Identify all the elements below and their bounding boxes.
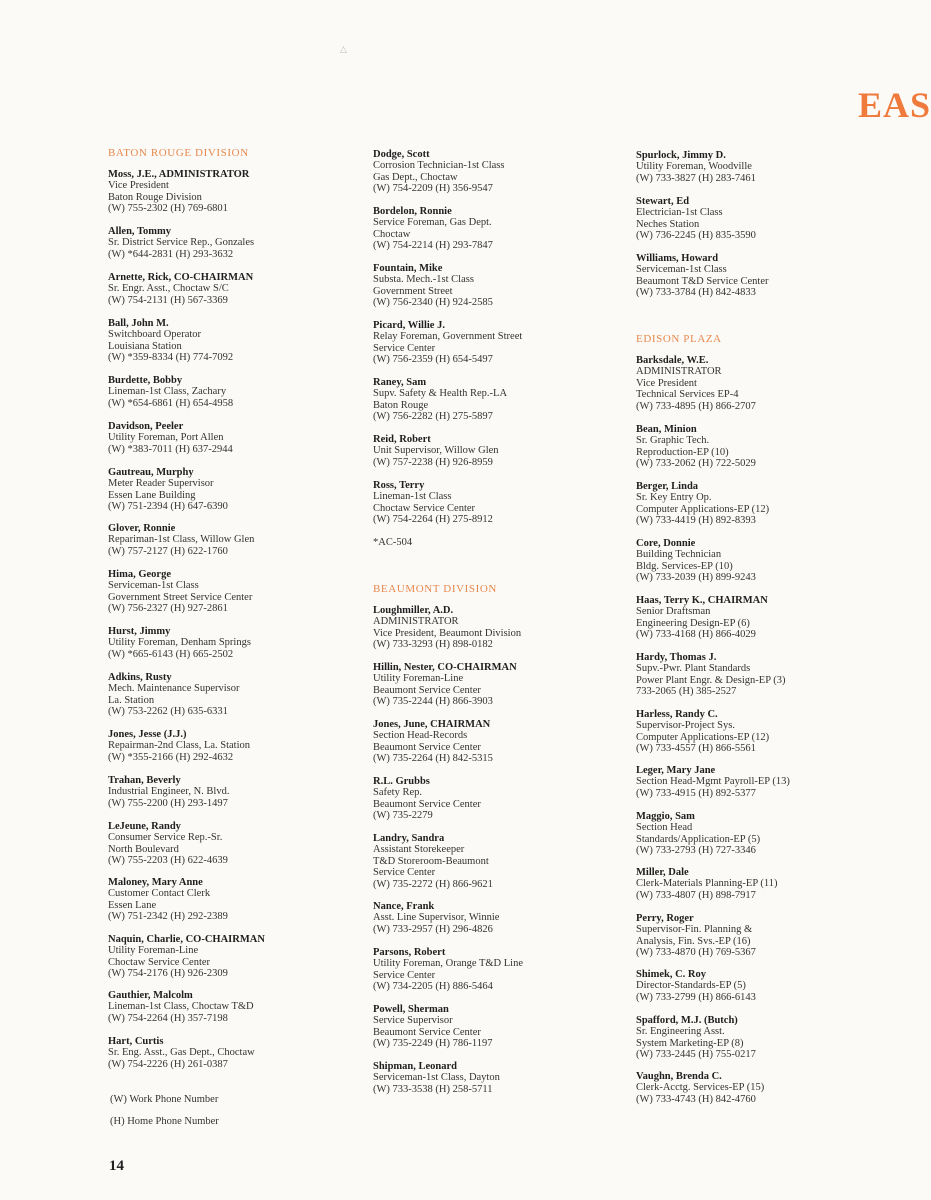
entry-detail-line: (W) 735-2244 (H) 866-3903 (373, 696, 493, 708)
entry-detail-line: Gas Dept., Choctaw (373, 171, 458, 183)
entry-detail-line: Sr. Engineering Asst. (636, 1026, 725, 1038)
entry-detail-line: Service Supervisor (373, 1015, 453, 1027)
entry-name: Parsons, Robert (373, 947, 446, 958)
directory-entry (636, 355, 896, 412)
directory-entry (108, 877, 368, 923)
entry-name: Bordelon, Ronnie (373, 206, 452, 217)
entry-name: Williams, Howard (636, 253, 719, 264)
entry-detail-line: Section Head-Records (373, 730, 468, 742)
entry-detail-line: (W) 754-2131 (H) 567-3369 (108, 294, 228, 306)
entry-detail-line: Sr. District Service Rep., Gonzales (108, 237, 255, 249)
entry-detail-line: (W) 756-2327 (H) 927-2861 (108, 603, 228, 615)
entry-name: Raney, Sam (373, 377, 427, 388)
entry-name: Hart, Curtis (108, 1036, 164, 1047)
entry-detail-line: System Marketing-EP (8) (636, 1037, 744, 1049)
entry-detail-line: Choctaw (373, 228, 411, 240)
directory-entry (636, 1015, 896, 1061)
directory-entry (373, 320, 633, 366)
entry-detail-line: Government Street (373, 285, 453, 297)
directory-entry (108, 1036, 368, 1070)
directory-entry (108, 775, 368, 809)
entry-name: Ball, John M. (108, 318, 169, 329)
directory-entry (373, 149, 633, 195)
entry-detail-line: Lineman-1st Class (373, 491, 452, 503)
entry-detail-line: Building Technician (636, 549, 722, 561)
entry-name: Vaughn, Brenda C. (636, 1071, 722, 1082)
entry-detail-line: Power Plant Engr. & Design-EP (3) (636, 674, 786, 686)
directory-entry (108, 375, 368, 409)
entry-detail-line: (W) 735-2249 (H) 786-1197 (373, 1038, 493, 1050)
entry-name: Moss, J.E., ADMINISTRATOR (108, 169, 250, 180)
directory-entry (373, 833, 633, 890)
entry-name: Haas, Terry K., CHAIRMAN (636, 595, 768, 606)
directory-entry (373, 480, 633, 526)
entry-detail-line: Neches Station (636, 218, 700, 230)
entry-detail-line: La. Station (108, 694, 155, 706)
entry-detail-line: Engineering Design-EP (6) (636, 617, 750, 629)
entry-name: Harless, Randy C. (636, 709, 718, 720)
entry-detail-line: (W) 733-4895 (H) 866-2707 (636, 400, 756, 412)
entry-detail-line: (W) *359-8334 (H) 774-7092 (108, 352, 234, 364)
entry-detail-line: Consumer Service Rep.-Sr. (108, 832, 223, 844)
directory-entry (108, 421, 368, 455)
entry-name: Naquin, Charlie, CO-CHAIRMAN (108, 934, 265, 945)
entry-detail-line: (W) 754-2176 (H) 926-2309 (108, 968, 228, 980)
entry-detail-line: (W) *654-6861 (H) 654-4958 (108, 397, 234, 409)
entry-detail-line: (W) 733-3293 (H) 898-0182 (373, 639, 493, 651)
directory-entry (373, 901, 633, 935)
entry-detail-line: (W) *665-6143 (H) 665-2502 (108, 648, 234, 660)
entry-detail-line: Beaumont Service Center (373, 1026, 481, 1038)
entry-detail-line: Bldg. Services-EP (10) (636, 560, 733, 572)
entry-detail-line: (W) 733-3827 (H) 283-7461 (636, 172, 756, 184)
entry-detail-line: ADMINISTRATOR (636, 366, 722, 378)
entry-detail-line: Supervisor-Project Sys. (636, 720, 735, 732)
entry-detail-line: (W) 733-4419 (H) 892-8393 (636, 515, 756, 527)
entry-detail-line: Repairman-2nd Class, La. Station (108, 740, 251, 752)
entry-detail-line: (W) 735-2272 (H) 866-9621 (373, 878, 493, 890)
directory-entry (636, 1071, 896, 1105)
entry-name: Burdette, Bobby (108, 375, 183, 386)
entry-detail-line: (W) *355-2166 (H) 292-4632 (108, 751, 234, 763)
entry-detail-line: Meter Reader Supervisor (108, 478, 214, 490)
entry-name: Trahan, Beverly (108, 775, 181, 786)
entry-name: Leger, Mary Jane (636, 765, 716, 776)
entry-detail-line: Electrician-1st Class (636, 207, 723, 219)
entry-detail-line: Switchboard Operator (108, 329, 202, 341)
entry-detail-line: Utility Foreman-Line (373, 673, 464, 685)
entry-detail-line: North Boulevard (108, 843, 179, 855)
entry-name: Gauthier, Malcolm (108, 990, 193, 1001)
entry-detail-line: Baton Rouge Division (108, 191, 202, 203)
directory-entry (108, 272, 368, 306)
section-title-baton-rouge: BATON ROUGE DIVISION (108, 147, 249, 159)
directory-entry (108, 318, 368, 364)
entry-name: Gautreau, Murphy (108, 467, 194, 478)
entry-name: Spafford, M.J. (Butch) (636, 1015, 738, 1026)
entry-detail-line: Beaumont Service Center (373, 684, 481, 696)
directory-entry (373, 605, 633, 651)
section-title-beaumont: BEAUMONT DIVISION (373, 583, 497, 595)
entry-name: Core, Donnie (636, 538, 696, 549)
entry-detail-line: Choctaw Service Center (108, 956, 211, 968)
directory-entry (373, 206, 633, 252)
entry-name: Spurlock, Jimmy D. (636, 150, 726, 161)
entry-name: Jones, Jesse (J.J.) (108, 729, 187, 740)
entry-detail-line: (W) 751-2342 (H) 292-2389 (108, 911, 228, 923)
entry-detail-line: (W) *383-7011 (H) 637-2944 (108, 443, 233, 455)
directory-entry (636, 969, 896, 1003)
entry-name: Glover, Ronnie (108, 523, 176, 534)
entry-detail-line: Service Foreman, Gas Dept. (373, 217, 492, 229)
entry-detail-line: Beaumont T&D Service Center (636, 275, 769, 287)
entry-detail-line: Analysis, Fin. Svs.-EP (16) (636, 935, 751, 947)
entry-detail-line: Sr. Engr. Asst., Choctaw S/C (108, 283, 229, 295)
entry-detail-line: Vice President (636, 377, 697, 389)
entry-detail-line: Serviceman-1st Class (108, 580, 199, 592)
entry-name: Perry, Roger (636, 913, 694, 924)
entry-detail-line: Director-Standards-EP (5) (636, 980, 746, 992)
entry-detail-line: 733-2065 (H) 385-2527 (636, 686, 737, 698)
entry-detail-line: Sr. Key Entry Op. (636, 492, 712, 504)
entry-detail-line: (W) 756-2282 (H) 275-5897 (373, 411, 493, 423)
entry-detail-line: (W) 735-2279 (373, 810, 433, 822)
entry-detail-line: (W) 755-2302 (H) 769-6801 (108, 203, 228, 215)
directory-entry (108, 569, 368, 615)
page-header-partial: EAS (858, 85, 931, 125)
entry-name: Davidson, Peeler (108, 421, 184, 432)
entry-detail-line: ADMINISTRATOR (373, 616, 459, 628)
entry-detail-line: Assistant Storekeeper (373, 844, 465, 856)
entry-name: Loughmiller, A.D. (373, 605, 454, 616)
entry-name: Hillin, Nester, CO-CHAIRMAN (373, 662, 517, 673)
print-speck: △ (340, 44, 347, 54)
directory-entry (108, 226, 368, 260)
entry-detail-line: Repariman-1st Class, Willow Glen (108, 534, 255, 546)
entry-detail-line: Service Center (373, 969, 436, 981)
entry-detail-line: Asst. Line Supervisor, Winnie (373, 912, 500, 924)
entry-detail-line: Vice President (108, 180, 169, 192)
entry-name: Landry, Sandra (373, 833, 445, 844)
directory-entry (373, 719, 633, 765)
entry-detail-line: Clerk-Acctg. Services-EP (15) (636, 1082, 765, 1094)
entry-detail-line: Serviceman-1st Class, Dayton (373, 1072, 500, 1084)
entry-detail-line: Unit Supervisor, Willow Glen (373, 445, 499, 457)
directory-entry (373, 377, 633, 423)
entry-name: Stewart, Ed (636, 196, 690, 207)
directory-entry (108, 990, 368, 1024)
entry-detail-line: Supv.-Pwr. Plant Standards (636, 663, 751, 675)
entry-detail-line: Standards/Application-EP (5) (636, 833, 761, 845)
entry-detail-line: Supv. Safety & Health Rep.-LA (373, 388, 508, 400)
entry-detail-line: (W) 734-2205 (H) 886-5464 (373, 981, 493, 993)
legend-work-phone: (W) Work Phone Number (110, 1094, 219, 1105)
entry-detail-line: (W) 756-2340 (H) 924-2585 (373, 297, 493, 309)
entry-detail-line: (W) 733-3538 (H) 258-5711 (373, 1083, 493, 1095)
entry-detail-line: (W) 754-2264 (H) 357-7198 (108, 1012, 228, 1024)
directory-entry (373, 1004, 633, 1050)
entry-name: Picard, Willie J. (373, 320, 445, 331)
entry-detail-line: Customer Contact Clerk (108, 888, 211, 900)
directory-entry (636, 253, 896, 299)
entry-detail-line: (W) 754-2209 (H) 356-9547 (373, 183, 493, 195)
entry-name: Maggio, Sam (636, 811, 695, 822)
directory-entry (636, 595, 896, 641)
directory-entry (108, 729, 368, 763)
entry-detail-line: Serviceman-1st Class (636, 264, 727, 276)
entry-detail-line: Clerk-Materials Planning-EP (11) (636, 878, 778, 890)
area-code-note: *AC-504 (373, 537, 413, 548)
directory-entry (636, 811, 896, 857)
entry-detail-line: Sr. Graphic Tech. (636, 435, 710, 447)
entry-detail-line: Louisiana Station (108, 340, 182, 352)
entry-name: Miller, Dale (636, 867, 689, 878)
directory-entry (373, 776, 633, 822)
entry-name: Maloney, Mary Anne (108, 877, 203, 888)
legend-home-phone: (H) Home Phone Number (110, 1116, 219, 1127)
directory-entry (636, 424, 896, 470)
directory-entry (636, 765, 896, 799)
entry-detail-line: Supervisor-Fin. Planning & (636, 924, 753, 936)
directory-entry (373, 662, 633, 708)
section-title-edison-plaza: EDISON PLAZA (636, 333, 722, 345)
entry-detail-line: (W) 753-2262 (H) 635-6331 (108, 706, 228, 718)
entry-name: Shimek, C. Roy (636, 969, 707, 980)
entry-name: R.L. Grubbs (373, 776, 430, 787)
entry-detail-line: Utility Foreman, Port Allen (108, 432, 224, 444)
directory-entry (636, 709, 896, 755)
entry-detail-line: Beaumont Service Center (373, 741, 481, 753)
entry-detail-line: Safety Rep. (373, 787, 422, 799)
entry-detail-line: Section Head (636, 822, 693, 834)
entry-detail-line: Beaumont Service Center (373, 798, 481, 810)
directory-entry (373, 1061, 633, 1095)
directory-entry (636, 481, 896, 527)
entry-detail-line: Relay Foreman, Government Street (373, 331, 523, 343)
entry-detail-line: (W) 733-4915 (H) 892-5377 (636, 787, 756, 799)
directory-entry (373, 434, 633, 468)
entry-detail-line: (W) 733-2445 (H) 755-0217 (636, 1049, 756, 1061)
entry-detail-line: Lineman-1st Class, Zachary (108, 386, 227, 398)
entry-detail-line: Utility Foreman, Orange T&D Line (373, 958, 523, 970)
entry-detail-line: (W) 733-4807 (H) 898-7917 (636, 889, 756, 901)
directory-entry (108, 672, 368, 718)
entry-detail-line: Industrial Engineer, N. Blvd. (108, 786, 230, 798)
directory-entry (108, 934, 368, 980)
entry-detail-line: (W) 733-2062 (H) 722-5029 (636, 458, 756, 470)
entry-detail-line: (W) 733-2039 (H) 899-9243 (636, 572, 756, 584)
entry-detail-line: Corrosion Technician-1st Class (373, 160, 505, 172)
directory-entry (108, 467, 368, 513)
entry-detail-line: T&D Storeroom-Beaumont (373, 855, 489, 867)
directory-entry (108, 523, 368, 557)
entry-name: Reid, Robert (373, 434, 431, 445)
directory-entry (636, 867, 896, 901)
entry-name: Hurst, Jimmy (108, 626, 171, 637)
directory-entry (636, 538, 896, 584)
entry-name: Fountain, Mike (373, 263, 443, 274)
entry-detail-line: Utility Foreman, Woodville (636, 161, 752, 173)
entry-detail-line: Computer Applications-EP (12) (636, 731, 770, 743)
entry-name: Jones, June, CHAIRMAN (373, 719, 491, 730)
entry-detail-line: Mech. Maintenance Supervisor (108, 683, 240, 695)
entry-detail-line: Utility Foreman, Denham Springs (108, 637, 251, 649)
entry-detail-line: (W) 751-2394 (H) 647-6390 (108, 501, 228, 513)
entry-detail-line: Computer Applications-EP (12) (636, 503, 770, 515)
entry-detail-line: Utility Foreman-Line (108, 945, 199, 957)
entry-detail-line: (W) 733-4168 (H) 866-4029 (636, 629, 756, 641)
entry-detail-line: (W) 756-2359 (H) 654-5497 (373, 354, 493, 366)
directory-entry (636, 913, 896, 959)
entry-detail-line: (W) 733-4743 (H) 842-4760 (636, 1093, 756, 1105)
entry-detail-line: Government Street Service Center (108, 591, 253, 603)
entry-name: Powell, Sherman (373, 1004, 449, 1015)
entry-detail-line: (W) 733-2793 (H) 727-3346 (636, 845, 756, 857)
entry-detail-line: (W) 733-3784 (H) 842-4833 (636, 287, 756, 299)
entry-detail-line: (W) 754-2226 (H) 261-0387 (108, 1058, 228, 1070)
entry-detail-line: Service Center (373, 342, 436, 354)
entry-name: LeJeune, Randy (108, 821, 181, 832)
directory-entry (108, 169, 368, 215)
entry-detail-line: (W) 755-2203 (H) 622-4639 (108, 855, 228, 867)
entry-detail-line: (W) 735-2264 (H) 842-5315 (373, 753, 493, 765)
entry-detail-line: Baton Rouge (373, 399, 429, 411)
directory-entry (108, 626, 368, 660)
directory-entry (636, 196, 896, 242)
entry-detail-line: Vice President, Beaumont Division (373, 627, 522, 639)
entry-detail-line: (W) 757-2238 (H) 926-8959 (373, 456, 493, 468)
entry-detail-line: (W) 733-2799 (H) 866-6143 (636, 991, 756, 1003)
entry-detail-line: (W) 733-2957 (H) 296-4826 (373, 923, 493, 935)
entry-detail-line: Reproduction-EP (10) (636, 446, 729, 458)
entry-detail-line: Essen Lane Building (108, 489, 196, 501)
entry-detail-line: (W) 733-4870 (H) 769-5367 (636, 947, 756, 959)
entry-name: Bean, Minion (636, 424, 697, 435)
entry-name: Adkins, Rusty (108, 672, 172, 683)
entry-name: Berger, Linda (636, 481, 699, 492)
directory-entry (373, 263, 633, 309)
entry-name: Shipman, Leonard (373, 1061, 458, 1072)
entry-name: Hardy, Thomas J. (636, 652, 717, 663)
entry-name: Hima, George (108, 569, 171, 580)
entry-detail-line: Sr. Eng. Asst., Gas Dept., Choctaw (108, 1047, 255, 1059)
entry-detail-line: Technical Services EP-4 (636, 389, 739, 401)
directory-entry (636, 150, 896, 184)
entry-name: Dodge, Scott (373, 149, 430, 160)
entry-detail-line: (W) 754-2264 (H) 275-8912 (373, 514, 493, 526)
page-number: 14 (109, 1158, 124, 1174)
entry-name: Ross, Terry (373, 480, 425, 491)
entry-detail-line: Section Head-Mgmt Payroll-EP (13) (636, 776, 790, 788)
entry-detail-line: Service Center (373, 867, 436, 879)
entry-name: Barksdale, W.E. (636, 355, 709, 366)
entry-detail-line: Essen Lane (108, 899, 157, 911)
entry-detail-line: Lineman-1st Class, Choctaw T&D (108, 1001, 254, 1013)
entry-detail-line: (W) 733-4557 (H) 866-5561 (636, 743, 756, 755)
entry-detail-line: (W) 755-2200 (H) 293-1497 (108, 797, 228, 809)
entry-name: Arnette, Rick, CO-CHAIRMAN (108, 272, 254, 283)
directory-entry (636, 652, 896, 698)
entry-name: Allen, Tommy (108, 226, 172, 237)
entry-name: Nance, Frank (373, 901, 435, 912)
entry-detail-line: Substa. Mech.-1st Class (373, 274, 474, 286)
entry-detail-line: Choctaw Service Center (373, 502, 476, 514)
entry-detail-line: (W) *644-2831 (H) 293-3632 (108, 248, 234, 260)
entry-detail-line: (W) 757-2127 (H) 622-1760 (108, 545, 228, 557)
directory-entry (108, 821, 368, 867)
entry-detail-line: (W) 736-2245 (H) 835-3590 (636, 230, 756, 242)
directory-entry (373, 947, 633, 993)
entry-detail-line: (W) 754-2214 (H) 293-7847 (373, 240, 493, 252)
entry-detail-line: Senior Draftsman (636, 606, 711, 618)
